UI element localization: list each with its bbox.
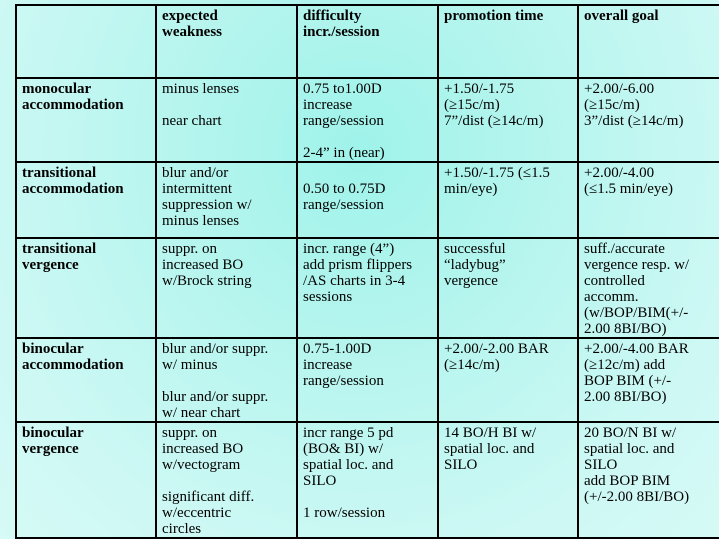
cell-line: 0.50 to 0.75D [303,181,386,197]
blank-line [303,129,433,145]
cell-line: add prism flippers [303,257,413,273]
cell-line: increase [303,357,353,373]
blank-line [303,489,433,505]
cell-line: (≥14c/m) [444,357,500,373]
table-cell-goal [578,338,719,422]
table-cell-weakness [156,422,297,538]
table-cell-weakness [156,78,297,162]
cell-line: overall goal [584,8,659,24]
row-header [16,338,156,422]
cell-line: 2-4” in (near) [303,145,385,161]
column-header [438,5,578,78]
cell-line: /AS charts in 3-4 [303,273,406,289]
cell-line: 7”/dist (≥14c/m) [444,113,544,129]
cell-line: w/ near chart [162,405,241,421]
cell-line: successful [444,241,506,257]
table-cell-weakness [156,238,297,338]
cell-line: +1.50/-1.75 (≤1.5 [444,165,550,181]
table-cell-difficulty [297,238,438,338]
cell-line: vergence resp. w/ [584,257,690,273]
header-row [16,5,719,78]
column-header [156,5,297,78]
blank-line [303,165,433,181]
table-cell-difficulty [297,78,438,162]
cell-line: SILO [303,473,337,489]
cell-line: 0.75 to1.00D [303,81,382,97]
table-cell-goal [578,422,719,538]
cell-line: increased BO [162,441,244,457]
table-cell-promotion [438,338,578,422]
cell-line: expected [162,8,218,24]
cell-line: (w/BOP/BIM(+/- [584,305,689,321]
cell-line: (BO& BI) w/ [303,441,383,457]
cell-line: incr./session [303,24,380,40]
cell-line: minus lenses [162,81,240,97]
cell-line: circles [162,521,202,537]
cell-line: blur and/or [162,165,229,181]
cell-line: +2.00/-4.00 BAR [584,341,689,357]
column-header [578,5,719,78]
cell-line: 2.00 8BI/BO) [584,321,667,337]
table-cell-difficulty [297,338,438,422]
cell-line: +2.00/-4.00 [584,165,655,181]
row-header [16,78,156,162]
blank-line [162,473,292,489]
cell-line: min/eye) [444,181,498,197]
cell-line: binocular [22,425,84,441]
cell-line: increased BO [162,257,244,273]
table-cell-weakness [156,338,297,422]
table-cell-promotion [438,422,578,538]
cell-line: BOP BIM (+/- [584,373,672,389]
cell-line: suppression w/ [162,197,252,213]
cell-line: suppr. on [162,425,218,441]
cell-line: “ladybug” [444,257,506,273]
cell-line: minus lenses [162,213,240,229]
cell-line: (≥12c/m) add [584,357,666,373]
cell-line: 14 BO/H BI w/ [444,425,537,441]
table-row [16,238,719,338]
cell-line: promotion time [444,8,544,24]
cell-line: SILO [584,457,618,473]
row-header [16,238,156,338]
cell-line: weakness [162,24,223,40]
cell-line: 20 BO/N BI w/ [584,425,677,441]
blank-line [162,97,292,113]
row-header [16,162,156,238]
cell-line: w/eccentric [162,505,232,521]
table-cell-weakness [156,162,297,238]
cell-line: +2.00/-6.00 [584,81,655,97]
blank-line [162,373,292,389]
cell-line: spatial loc. and [444,441,535,457]
table-row [16,422,719,538]
cell-line: 1 row/session [303,505,386,521]
cell-line: difficulty [303,8,362,24]
table-cell-goal [578,78,719,162]
cell-line: range/session [303,197,384,213]
cell-line: w/ minus [162,357,218,373]
cell-line: 0.75-1.00D [303,341,372,357]
table-cell-promotion [438,238,578,338]
cell-line: blur and/or suppr. [162,389,269,405]
cell-line: transitional [22,165,97,181]
cell-line: range/session [303,373,384,389]
cell-line: vergence [444,273,498,289]
cell-line: add BOP BIM [584,473,671,489]
table-cell-difficulty [297,162,438,238]
cell-line: vergence [22,441,79,457]
cell-line: incr. range (4”) [303,241,395,257]
cell-line: accommodation [22,97,124,113]
cell-line: SILO [444,457,478,473]
cell-line: incr range 5 pd [303,425,394,441]
table-cell-difficulty [297,422,438,538]
cell-line: accommodation [22,357,124,373]
cell-line: (≥15c/m) [444,97,500,113]
cell-line: increase [303,97,353,113]
cell-line: binocular [22,341,84,357]
cell-line: w/vectogram [162,457,241,473]
cell-line: near chart [162,113,222,129]
cell-line: blur and/or suppr. [162,341,269,357]
table-cell-promotion [438,78,578,162]
cell-line: spatial loc. and [584,441,675,457]
cell-line: suppr. on [162,241,218,257]
table-cell-goal [578,162,719,238]
cell-line: 2.00 8BI/BO) [584,389,667,405]
cell-line: significant diff. [162,489,255,505]
table-row [16,338,719,422]
cell-line: accommodation [22,181,124,197]
cell-line: (≥15c/m) [584,97,640,113]
cell-line: suff./accurate [584,241,665,257]
cell-line: intermittent [162,181,232,197]
table-row [16,162,719,238]
cell-line: range/session [303,113,384,129]
cell-line: vergence [22,257,79,273]
cell-line: sessions [303,289,353,305]
vision-therapy-table [15,4,719,539]
cell-line: (+/-2.00 8BI/BO) [584,489,690,505]
cell-line: accomm. [584,289,639,305]
table-cell-promotion [438,162,578,238]
cell-line: 3”/dist (≥14c/m) [584,113,684,129]
cell-line: w/Brock string [162,273,252,289]
column-header [297,5,438,78]
cell-line: controlled [584,273,645,289]
corner-cell [16,5,156,78]
cell-line: (≤1.5 min/eye) [584,181,674,197]
row-header [16,422,156,538]
cell-line: monocular [22,81,92,97]
table-row [16,78,719,162]
cell-line: +1.50/-1.75 [444,81,515,97]
cell-line: transitional [22,241,97,257]
table-cell-goal [578,238,719,338]
cell-line: spatial loc. and [303,457,394,473]
cell-line: +2.00/-2.00 BAR [444,341,549,357]
